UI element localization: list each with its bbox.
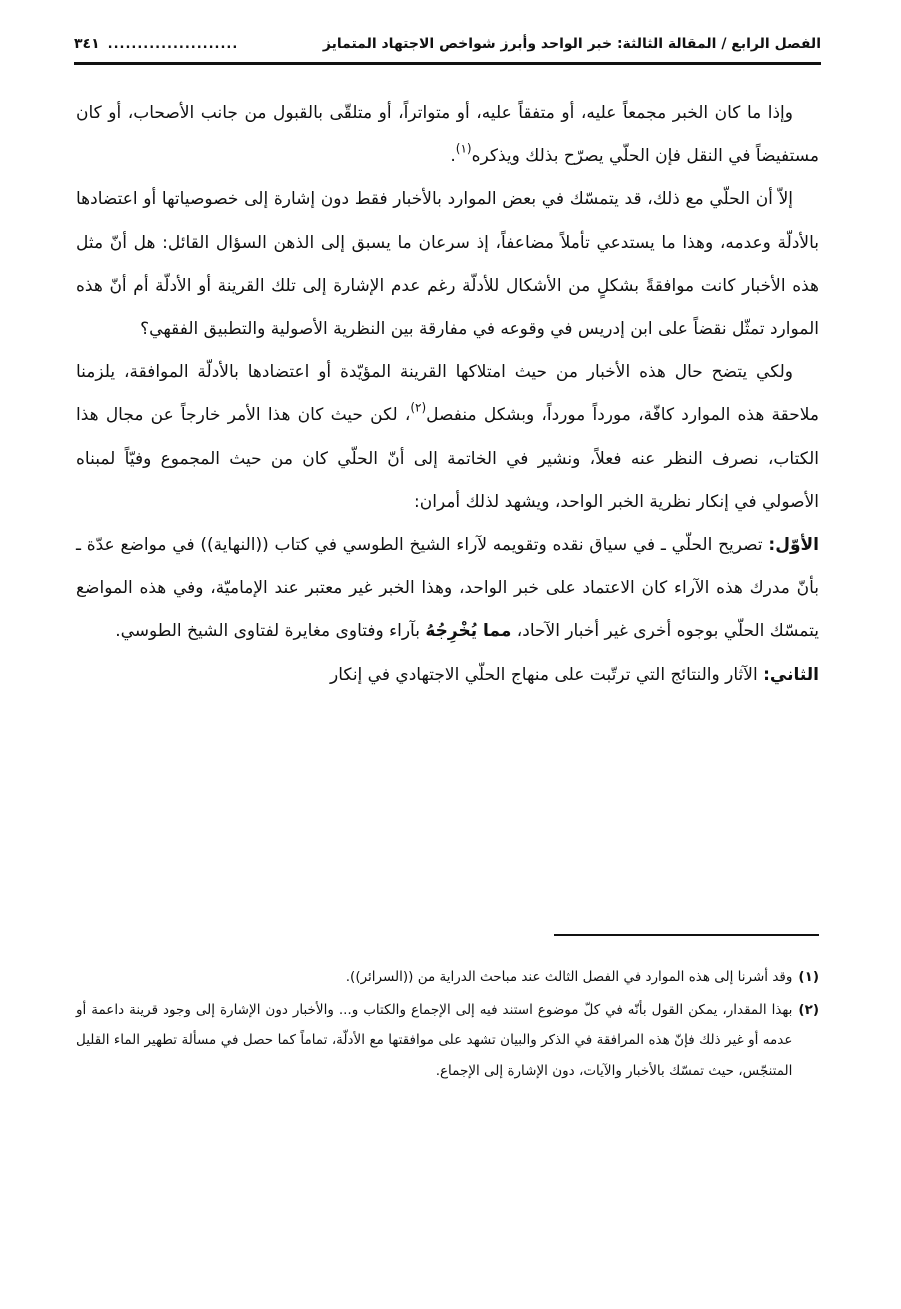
page-number: ٣٤١ <box>74 36 100 52</box>
paragraph-1 <box>76 92 819 178</box>
footnote-text: وقد أشرنا إلى هذه الموارد في الفصل الثالث عند مباحث الدراية من ((السرائر)). <box>345 969 793 985</box>
paragraph-1-end: . <box>450 146 456 167</box>
header-title: الفصل الرابع / المقالة الثالثة: خبر الواحد وأبرز شواخص الاجتهاد المتمايز <box>322 36 821 52</box>
footnote-divider <box>554 934 819 936</box>
second-point-label: الثاني: <box>763 664 819 685</box>
main-text <box>76 92 819 697</box>
footnote-number: (١) <box>798 969 819 985</box>
running-header <box>74 30 821 58</box>
header-leader-dots: ...................... <box>107 36 239 52</box>
paragraph-first-point <box>76 524 819 654</box>
footnote-number: (٢) <box>798 1001 819 1018</box>
footnote-1 <box>76 962 819 993</box>
paragraph-3-text: ولكي يتضح حال هذه الأخبار من حيث امتلاكها القرينة المؤيّدة أو اعتضادها بالأدلّة الموافقة، يلزمنا ملاحقة هذه الموارد كافّة، مورداً مورداً، وبشكل منفصل <box>76 362 819 426</box>
footnote-2 <box>76 995 819 1087</box>
footnotes <box>76 962 819 1088</box>
first-point-text: تصريح الحلّي ـ في سياق نقده وتقويمه لآراء الشيخ الطوسي في كتاب ((النهاية)) في مواضع عدّة ـ بأنّ مدرك هذه الآراء كان الاعتماد على خبر الواحد، وهذا الخبر غير معتبر عند الإماميّة، وفي هذه المواضع يتمسّك الحلّي بوجوه أخرى غير أخبار الآحاد، <box>76 535 819 642</box>
footnote-text: بهذا المقدار، يمكن القول بأنّه في كلّ موضوع استند فيه إلى الإجماع والكتاب و... والأخبار دون الإشارة إلى وجود قرينة داعمة أو عدمه أو غير ذلك فإنّ هذه المرافقة في الذكر والبيان تشهد على موافقتها مع الأدلّة، تماماً كما حصل في مسألة تطهير الماء القليل المتنجّس، حيث تمسّك بالأخبار والآيات، دون الإشارة إلى الإجماع. <box>76 1001 793 1079</box>
header-divider <box>74 62 821 65</box>
footnote-ref-1: (١) <box>455 141 472 156</box>
first-point-bold-phrase: مما يُخْرِجُهُ <box>425 621 512 642</box>
footnote-ref-2: (٢) <box>410 401 427 416</box>
first-point-end: بآراء وفتاوى مغايرة لفتاوى الشيخ الطوسي. <box>115 621 420 642</box>
paragraph-2 <box>76 178 819 351</box>
paragraph-2-text: إلاّ أن الحلّي مع ذلك، قد يتمسّك في بعض الموارد بالأخبار فقط دون إشارة إلى خصوصياتها أو اعتضادها بالأدلّة وعدمه، وهذا ما يستدعي تأملاً مضاعفاً، إذ سرعان ما يسبق إلى الذهن السؤال القائل: هل أنّ مثل هذه الأخبار كانت موافقةً بشكلٍ من الأشكال للأدلّة رغم عدم الإشارة إلى تلك القرينة أو الأدلّة أم أنّ هذه الموارد تمثّل نقضاً على ابن إدريس في وقوعه في مفارقة بين النظرية الأصولية والتطبيق الفقهي؟ <box>76 189 819 340</box>
second-point-text: الآثار والنتائج التي ترتّبت على منهاج الحلّي الاجتهادي في إنكار <box>330 664 758 685</box>
paragraph-3-rest: ، لكن حيث كان هذا الأمر خارجاً عن مجال هذا الكتاب، نصرف النظر عنه فعلاً، ونشير في الخاتمة إلى أنّ الحلّي كان من حيث المجموع وفيّاً لمبناه الأصولي في إنكار نظرية الخبر الواحد، ويشهد لذلك أمران: <box>76 405 819 512</box>
paragraph-second-point <box>76 654 819 697</box>
paragraph-1-text: وإذا ما كان الخبر مجمعاً عليه، أو متفقاً عليه، أو متواتراً، أو متلقّى بالقبول من جانب الأصحاب، أو كان مستفيضاً في النقل فإن الحلّي يصرّح بذلك ويذكره <box>76 103 819 167</box>
first-point-label: الأوّل: <box>768 535 819 556</box>
paragraph-3 <box>76 351 819 524</box>
